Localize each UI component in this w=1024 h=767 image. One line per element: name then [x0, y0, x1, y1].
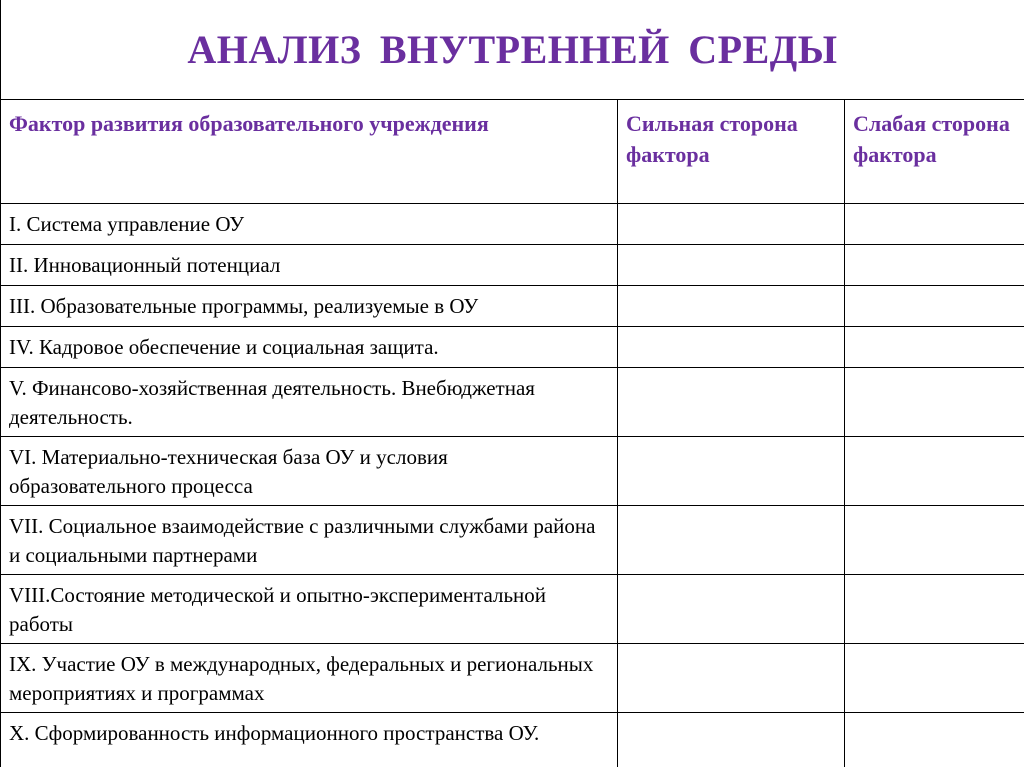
- table-row: [1, 368, 1024, 437]
- table-row: [1, 437, 1024, 506]
- weak-side-cell[interactable]: [845, 506, 1024, 575]
- weak-side-cell[interactable]: [845, 713, 1024, 767]
- factor-cell: V. Финансово-хозяйственная деятельность. Внебюджетная деятельность.: [1, 368, 618, 437]
- table-row: [1, 204, 1024, 245]
- table-row: [1, 575, 1024, 644]
- header-weak-side: Слабая сторона фактора: [845, 100, 1024, 204]
- header-strong-side: Сильная сторона фактора: [618, 100, 845, 204]
- header-factor: Фактор развития образовательного учреждения: [1, 100, 618, 204]
- strong-side-cell[interactable]: [618, 368, 845, 437]
- factor-cell: VIII.Состояние методической и опытно-экспериментальной работы: [1, 575, 618, 644]
- table-row: [1, 245, 1024, 286]
- analysis-table: [0, 99, 1024, 767]
- factor-cell: VII. Социальное взаимодействие с различными службами района и социальными партнерами: [1, 506, 618, 575]
- weak-side-cell[interactable]: [845, 286, 1024, 327]
- strong-side-cell[interactable]: [618, 713, 845, 767]
- table-row: [1, 286, 1024, 327]
- factor-cell: IV. Кадровое обеспечение и социальная защита.: [1, 327, 618, 368]
- weak-side-cell[interactable]: [845, 644, 1024, 713]
- table-header-row: [1, 100, 1024, 204]
- table-row: [1, 713, 1024, 767]
- weak-side-cell[interactable]: [845, 575, 1024, 644]
- factor-cell: VI. Материально-техническая база ОУ и условия образовательного процесса: [1, 437, 618, 506]
- title-band: [0, 0, 1024, 99]
- factor-cell: III. Образовательные программы, реализуемые в ОУ: [1, 286, 618, 327]
- weak-side-cell[interactable]: [845, 437, 1024, 506]
- factor-cell: X. Сформированность информационного пространства ОУ.: [1, 713, 618, 767]
- strong-side-cell[interactable]: [618, 437, 845, 506]
- strong-side-cell[interactable]: [618, 644, 845, 713]
- factor-cell: I. Система управление ОУ: [1, 204, 618, 245]
- strong-side-cell[interactable]: [618, 575, 845, 644]
- factor-cell: IX. Участие ОУ в международных, федеральных и региональных мероприятиях и программах: [1, 644, 618, 713]
- table-row: [1, 506, 1024, 575]
- factor-cell: II. Инновационный потенциал: [1, 245, 618, 286]
- strong-side-cell[interactable]: [618, 327, 845, 368]
- table-row: [1, 644, 1024, 713]
- weak-side-cell[interactable]: [845, 204, 1024, 245]
- page-title: АНАЛИЗ ВНУТРЕННЕЙ СРЕДЫ: [187, 27, 838, 72]
- weak-side-cell[interactable]: [845, 368, 1024, 437]
- strong-side-cell[interactable]: [618, 204, 845, 245]
- strong-side-cell[interactable]: [618, 506, 845, 575]
- weak-side-cell[interactable]: [845, 327, 1024, 368]
- strong-side-cell[interactable]: [618, 286, 845, 327]
- table-row: [1, 327, 1024, 368]
- weak-side-cell[interactable]: [845, 245, 1024, 286]
- strong-side-cell[interactable]: [618, 245, 845, 286]
